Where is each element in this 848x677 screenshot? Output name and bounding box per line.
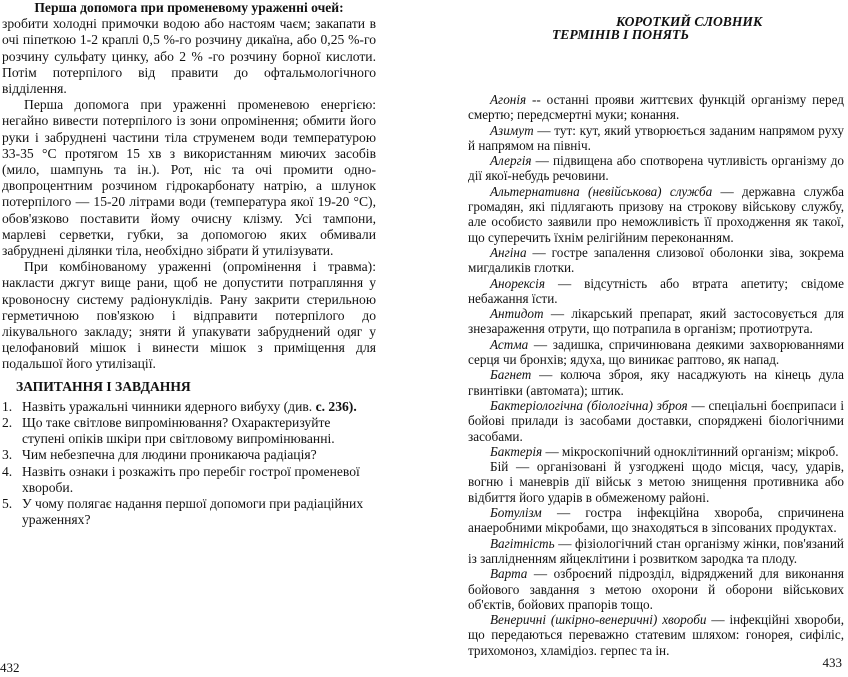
glossary-term: Азимут (490, 122, 534, 138)
task-item (2, 496, 376, 528)
glossary-definition: — фізіологічний стан організму жінки, пов'язаний із заплідненням яйцеклітини і розвитком зародка та плоду. (468, 535, 844, 566)
glossary-term: Анорексія (490, 275, 545, 291)
task-item (2, 464, 376, 496)
task-text (22, 496, 376, 528)
glossary-definition: — гостра інфекційна хвороба, спричинена анаеробними мікробами, що знаходяться в зіпсованих продуктах. (468, 505, 844, 536)
tasks-list (2, 399, 376, 529)
glossary-entry (468, 566, 844, 612)
glossary-definition: — підвищена або спотворена чутливість організму до дії якої-небудь речовини. (468, 153, 844, 184)
left-page-text (2, 0, 376, 529)
glossary-entry (468, 505, 844, 536)
glossary-entry (468, 276, 844, 307)
radiation-first-aid-paragraph: Перша допомога при ураженні променевою енергією: негайно вивести потерпілого із зони опромінення; обмити його руки і забруднені частини тіла струменем води температурою 33-35 °С протягом 15 хв з використанням миючих засобів (мило, шампунь та ін.). Рот, ніс та очі промити одно-двопроцентним розчином гідрокарбонату натрію, а шлунок потерпілого — 15-20 літрами води (температура якої 19-20 °С), обов'язково поставити йому очисну клізму. Усі тампони, марлеві серветки, губки, за допомогою яких обмивали забруднені ділянки тіла, необхідно зібрати й утилізувати. (2, 97, 376, 259)
task-text-main: У чому полягає надання першої допомоги при радіаційних ураженнях? (22, 496, 364, 528)
task-number: 2. (2, 415, 13, 431)
glossary-entry (468, 444, 844, 459)
glossary-definition: — задишка, спричинювана деякими захворюваннями серця чи бронхів; ядуха, що виникає раптово, як напад. (468, 336, 844, 368)
glossary-entry (468, 536, 844, 567)
task-text-main: Назвіть уражальні чинники ядерного вибуху (див. (22, 398, 316, 414)
glossary-term: Варта (490, 566, 528, 582)
glossary-term: Ботулізм (490, 505, 542, 521)
glossary-definition: — гостре запалення слизової оболонки зіва, зокрема мигдаликів глотки. (468, 244, 844, 276)
first-aid-text: зробити холодні примочки водою або настоям чаєм; закапати в очі піпеткою 1-2 краплі 0,5 %-го розчину дикаїна, або 0,25 %-го розчину сульфату цинку, або 2 % -го розчину борної кислоти. Потім потерпілого від правити до офтальмологічного відділення. (2, 16, 376, 97)
glossary-term: Альтернативна (невійськова) служба (490, 183, 713, 199)
task-item (2, 399, 376, 415)
combined-injury-paragraph: При комбінованому ураженні (опромінення і травма): накласти джгут вище рани, щоб не допустити потрапляння у кровоносну систему радіонуклідів. Рану закрити стерильною герметичною пов'язкою і відправити потерпілого до лікувального закладу; зняти й упакувати забруднений одяг у целофановий мішок і винести мішок з приміщення для подальшої його утилізації. (2, 259, 376, 372)
glossary-title-line1: КОРОТКИЙ СЛОВНИК (616, 14, 763, 29)
glossary-entry (468, 612, 844, 658)
glossary-entry (468, 184, 844, 245)
glossary-entry (468, 123, 844, 154)
task-page-reference: с. 236). (315, 398, 357, 414)
glossary-term: Вагітність (490, 535, 555, 551)
glossary-entry (468, 306, 844, 337)
task-text-main: Що таке світлове випромінювання? Охарактеризуйте ступені опіків шкіри при світловому випромінюванні. (22, 415, 335, 447)
glossary-entry (468, 337, 844, 368)
task-item (2, 415, 376, 447)
glossary-definition: — озброєний підрозділ, відряджений для виконання бойового завдання з метою охорони й оборони військових об'єктів, бойових прапорів тощо. (468, 566, 844, 612)
glossary-definition: — інфекційні хвороби, що передаються переважно статевим шляхом: гонорея, сифіліс, трихомоноз, хламідіоз. герпес та ін. (468, 612, 845, 658)
glossary-term: Астма (490, 336, 529, 352)
glossary-entry (468, 367, 844, 398)
glossary-term: Алергія (490, 153, 532, 169)
page-number-left: 432 (0, 660, 20, 675)
glossary-title-line2: ТЕРМІНІВ І ПОНЯТЬ (552, 27, 689, 42)
task-number: 5. (2, 496, 13, 512)
glossary-term: Багнет (490, 367, 532, 383)
task-number: 4. (2, 463, 13, 479)
glossary-definition: — колюча зброя, яку насаджують на кінець дула гвинтівки (автомата); штик. (468, 367, 844, 398)
glossary-entries (468, 92, 844, 658)
task-text (22, 464, 376, 496)
glossary-definition: — відсутність або втрата апетиту; свідоме небажання їсти. (468, 275, 844, 306)
task-text (22, 447, 376, 463)
glossary-definition: Бій — організовані й узгоджені щодо місця, часу, ударів, вогню і маневрів дії військ з метою знищення противника або відбиття його ударів в обмеженому районі. (468, 459, 844, 505)
glossary-term: Антидот (490, 306, 544, 322)
glossary-entry (468, 245, 844, 276)
first-aid-heading: Перша допомога при променевому ураженні очей: (34, 0, 344, 15)
glossary-definition: — тут: кут, який утворюється заданим напрямом руху й напрямом на північ. (468, 122, 844, 153)
right-page (424, 0, 848, 677)
glossary-entry (468, 153, 844, 184)
task-text (22, 399, 376, 415)
glossary-term: Ангіна (490, 244, 527, 260)
glossary-term: Венеричні (шкірно-венеричні) хвороби (490, 612, 707, 628)
glossary-definition: — спеціальні боєприпаси і бойові прилади із засобами доставки, споряджені біологічними засобами. (468, 397, 844, 444)
glossary-term: Агонія (490, 92, 527, 107)
task-text-main: Назвіть ознаки і розкажіть про перебіг гострої променевої хвороби. (22, 463, 360, 495)
glossary-definition: — лікарський препарат, який застосовується для знезараження отрути, що потрапила в організм; протиотрута. (468, 306, 844, 337)
tasks-title: ЗАПИТАННЯ І ЗАВДАННЯ (16, 378, 191, 394)
glossary-definition: — державна служба громадян, які підлягають призову на строкову військову службу, але особисто заявили про неможливість її проходження як такої, що суперечить їхнім релігійним переконанням. (468, 183, 844, 245)
glossary-definition: — мікроскопічний одноклітинний організм; мікроб. (542, 443, 839, 459)
task-text-main: Чим небезпечна для людини проникаюча радіація? (22, 447, 317, 463)
glossary-entry (468, 398, 844, 444)
glossary-entry (468, 459, 844, 505)
glossary-term: Бактерія (490, 443, 543, 459)
task-text (22, 415, 376, 447)
task-item (2, 447, 376, 463)
task-number: 3. (2, 447, 13, 463)
glossary-term: Бактеріологічна (біологічна) зброя (490, 397, 688, 413)
glossary-entry (468, 92, 844, 123)
task-number: 1. (2, 398, 13, 414)
page-number-right: 433 (822, 655, 842, 670)
glossary-definition: -- останні прояви життєвих функцій організму перед смертю; передсмертні муки; конання. (468, 92, 844, 123)
